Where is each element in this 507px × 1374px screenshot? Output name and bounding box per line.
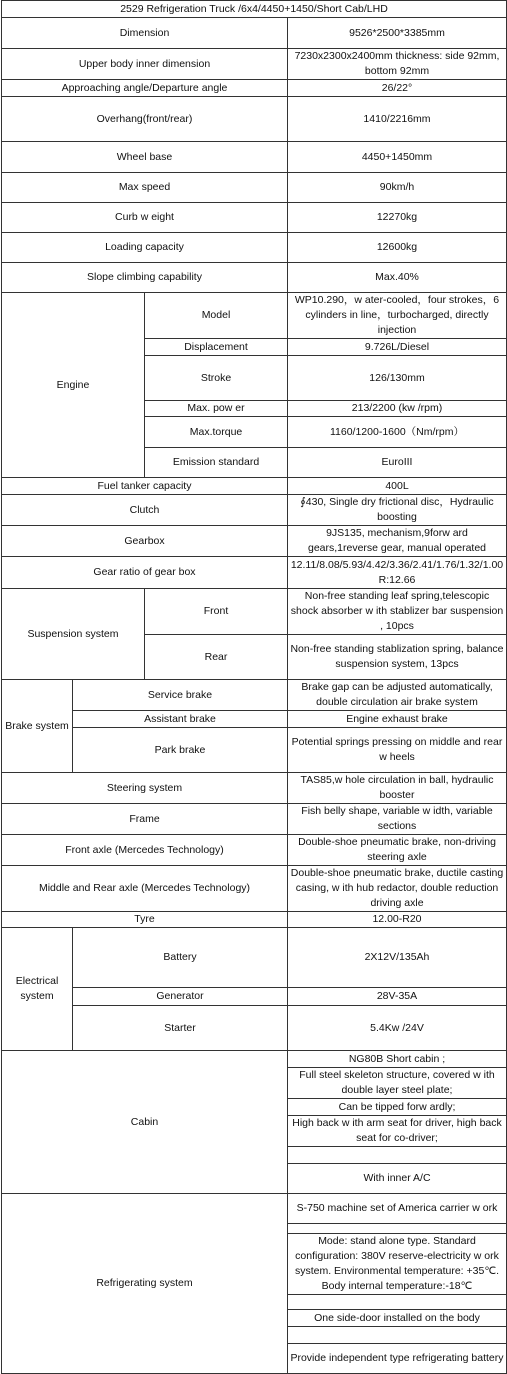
- spec-value: Can be tipped forw ardly;: [288, 1099, 507, 1116]
- spec-label: Slope climbing capability: [2, 263, 288, 293]
- spec-value: 126/130mm: [288, 356, 507, 401]
- sub-label: Battery: [73, 928, 288, 988]
- spec-value: Double-shoe pneumatic brake, non-driving steering axle: [288, 835, 507, 866]
- sub-label: Displacement: [145, 339, 288, 356]
- spec-row: [2, 97, 507, 142]
- spec-value: Brake gap can be adjusted automatically, double circulation air brake system: [288, 680, 507, 711]
- spec-row: [2, 912, 507, 928]
- sub-label: Max. pow er: [145, 401, 288, 417]
- spec-value: 9JS135, mechanism,9forw ard gears,1reverse gear, manual operated: [288, 526, 507, 557]
- spec-label: Upper body inner dimension: [2, 49, 288, 80]
- sub-label: Emission standard: [145, 448, 288, 478]
- spec-row: [2, 589, 507, 635]
- spec-value: Non-free standing stablization spring, balance suspension system, 13pcs: [288, 635, 507, 680]
- spec-value: 400L: [288, 478, 507, 495]
- spec-value: 4450+1450mm: [288, 142, 507, 173]
- spec-value: 26/22°: [288, 80, 507, 97]
- spec-value: Non-free standing leaf spring,telescopic shock absorber w ith stablizer bar suspension , 10pcs: [288, 589, 507, 635]
- spec-value-empty: [288, 1327, 507, 1344]
- spec-label: Max speed: [2, 173, 288, 203]
- spec-row: [2, 711, 507, 728]
- spec-row: [2, 49, 507, 80]
- title-row: [2, 1, 507, 18]
- spec-row: [2, 173, 507, 203]
- spec-row: [2, 557, 507, 589]
- spec-value: Engine exhaust brake: [288, 711, 507, 728]
- spec-row: [2, 233, 507, 263]
- spec-value: Potential springs pressing on middle and rear w heels: [288, 728, 507, 773]
- spec-row: [2, 866, 507, 912]
- spec-label: Overhang(front/rear): [2, 97, 288, 142]
- spec-row: [2, 526, 507, 557]
- table-title: 2529 Refrigeration Truck /6x4/4450+1450/Short Cab/LHD: [2, 1, 507, 18]
- spec-label: Dimension: [2, 18, 288, 49]
- spec-value-empty: [288, 1224, 507, 1234]
- group-label-cabin: Cabin: [2, 1051, 288, 1194]
- spec-row: [2, 804, 507, 835]
- sub-label: Service brake: [73, 680, 288, 711]
- group-label-electrical: Electrical system: [2, 928, 73, 1051]
- spec-row: [2, 988, 507, 1006]
- spec-label: Fuel tanker capacity: [2, 478, 288, 495]
- spec-value: 12.00-R20: [288, 912, 507, 928]
- spec-row: [2, 1051, 507, 1068]
- spec-row: [2, 263, 507, 293]
- spec-value: TAS85,w hole circulation in ball, hydraulic booster: [288, 773, 507, 804]
- spec-row: [2, 203, 507, 233]
- spec-value: 1160/1200-1600（Nm/rpm）: [288, 417, 507, 448]
- spec-row: [2, 1006, 507, 1051]
- spec-row: [2, 835, 507, 866]
- sub-label: Rear: [145, 635, 288, 680]
- sub-label: Assistant brake: [73, 711, 288, 728]
- spec-label: Curb w eight: [2, 203, 288, 233]
- spec-value: NG80B Short cabin ;: [288, 1051, 507, 1068]
- spec-value: Provide independent type refrigerating battery: [288, 1344, 507, 1374]
- spec-value: 2X12V/135Ah: [288, 928, 507, 988]
- spec-label: Frame: [2, 804, 288, 835]
- spec-row: [2, 18, 507, 49]
- spec-value: 90km/h: [288, 173, 507, 203]
- spec-value: High back w ith arm seat for driver, high back seat for co-driver;: [288, 1116, 507, 1147]
- spec-label: Approaching angle/Departure angle: [2, 80, 288, 97]
- spec-row: [2, 773, 507, 804]
- spec-row: [2, 1194, 507, 1224]
- spec-value: 12270kg: [288, 203, 507, 233]
- spec-label: Steering system: [2, 773, 288, 804]
- spec-value: Double-shoe pneumatic brake, ductile casting casing, w ith hub redactor, double reduction driving axle: [288, 866, 507, 912]
- sub-label: Park brake: [73, 728, 288, 773]
- spec-label: Loading capacity: [2, 233, 288, 263]
- sub-label: Max.torque: [145, 417, 288, 448]
- spec-value: WP10.290，w ater-cooled，four strokes，6 cylinders in line，turbocharged, directly injection: [288, 293, 507, 339]
- group-label-refrigerating: Refrigerating system: [2, 1194, 288, 1374]
- spec-row: [2, 80, 507, 97]
- spec-value: ∮430, Single dry frictional disc，Hydraulic boosting: [288, 495, 507, 526]
- spec-row: [2, 928, 507, 988]
- sub-label: Model: [145, 293, 288, 339]
- spec-value: Max.40%: [288, 263, 507, 293]
- spec-row: [2, 142, 507, 173]
- spec-row: [2, 478, 507, 495]
- spec-table: [1, 0, 507, 1374]
- spec-value: S-750 machine set of America carrier w ork: [288, 1194, 507, 1224]
- spec-value: One side-door installed on the body: [288, 1310, 507, 1327]
- sub-label: Generator: [73, 988, 288, 1006]
- spec-value: Fish belly shape, variable w idth, variable sections: [288, 804, 507, 835]
- spec-row: [2, 495, 507, 526]
- spec-value: 12.11/8.08/5.93/4.42/3.36/2.41/1.76/1.32/1.00 R:12.66: [288, 557, 507, 589]
- spec-row: [2, 728, 507, 773]
- spec-label: Front axle (Mercedes Technology): [2, 835, 288, 866]
- spec-value: 12600kg: [288, 233, 507, 263]
- spec-value: With inner A/C: [288, 1164, 507, 1194]
- spec-value: 9.726L/Diesel: [288, 339, 507, 356]
- spec-label: Middle and Rear axle (Mercedes Technology): [2, 866, 288, 912]
- spec-value: EuroIII: [288, 448, 507, 478]
- spec-value: 7230x2300x2400mm thickness: side 92mm, bottom 92mm: [288, 49, 507, 80]
- sub-label: Stroke: [145, 356, 288, 401]
- spec-label: Tyre: [2, 912, 288, 928]
- group-label-brake: Brake system: [2, 680, 73, 773]
- spec-label: Wheel base: [2, 142, 288, 173]
- spec-value: 213/2200 (kw /rpm): [288, 401, 507, 417]
- spec-value: 9526*2500*3385mm: [288, 18, 507, 49]
- spec-value: 1410/2216mm: [288, 97, 507, 142]
- spec-label: Gearbox: [2, 526, 288, 557]
- spec-value: 28V-35A: [288, 988, 507, 1006]
- group-label-suspension: Suspension system: [2, 589, 145, 680]
- spec-label: Clutch: [2, 495, 288, 526]
- spec-value-empty: [288, 1295, 507, 1310]
- group-label-engine: Engine: [2, 293, 145, 478]
- spec-row: [2, 680, 507, 711]
- sub-label: Front: [145, 589, 288, 635]
- spec-value: Full steel skeleton structure, covered w ith double layer steel plate;: [288, 1068, 507, 1099]
- spec-value: Mode: stand alone type. Standard configuration: 380V reserve-electricity w ork system. Environmental temperature: +35℃. Body internal temperature:-18℃: [288, 1234, 507, 1295]
- sub-label: Starter: [73, 1006, 288, 1051]
- spec-value: 5.4Kw /24V: [288, 1006, 507, 1051]
- spec-value: [288, 1147, 507, 1164]
- spec-label: Gear ratio of gear box: [2, 557, 288, 589]
- spec-row: [2, 293, 507, 339]
